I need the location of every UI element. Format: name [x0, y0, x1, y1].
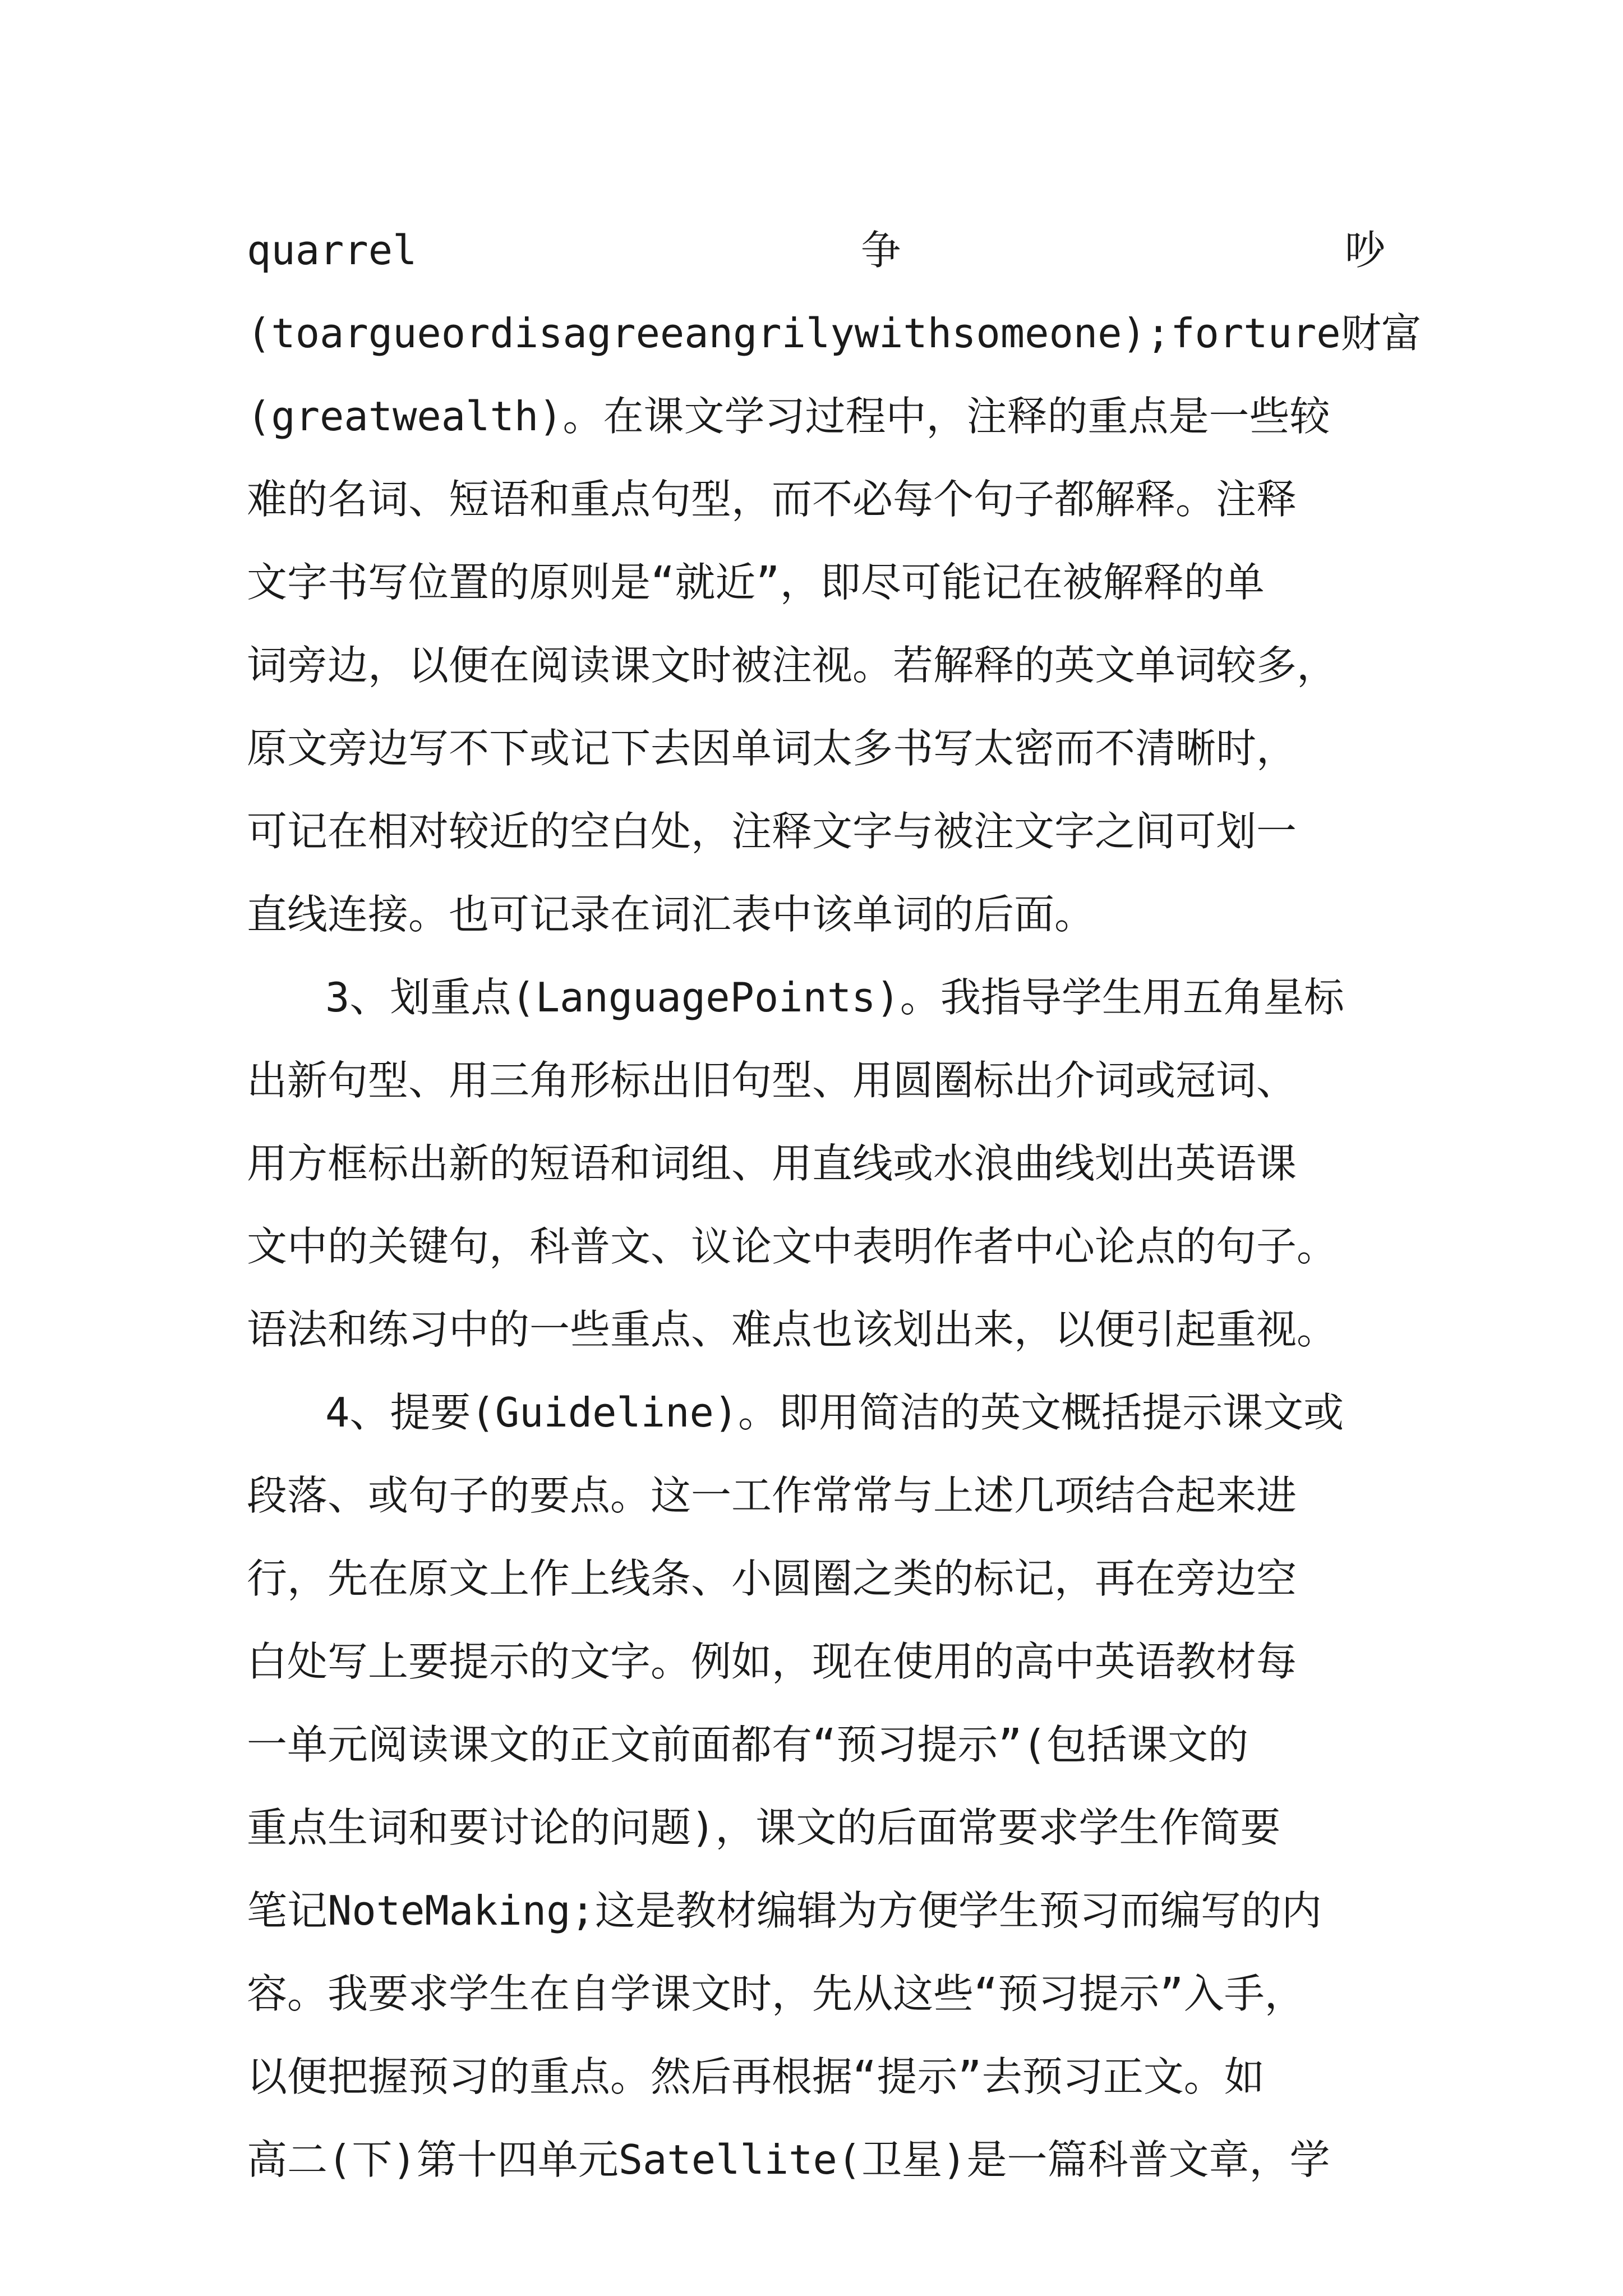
text-line [247, 1869, 1385, 1952]
text-segment: 文中的关键句，科普文、议论文中表明作者中心论点的句子。 [247, 1223, 1338, 1270]
text-segment: 词旁边，以便在阅读课文时被注视。若解释的英文单词较多， [247, 642, 1338, 689]
text-segment: 争 [860, 227, 901, 274]
text-segment: (toargueordisagreeangrilywithsomeone);forture [247, 310, 1341, 357]
text-line [247, 1205, 1385, 1288]
text-segment: 高二(下)第十四单元Satellite(卫星)是一篇科普文章，学 [247, 2136, 1330, 2183]
text-segment: 一单元阅读课文的正文前面都有“预习提示”(包括课文的 [247, 1721, 1249, 1768]
text-line [247, 292, 1422, 375]
text-line [247, 707, 1385, 790]
text-segment: 语法和练习中的一些重点、难点也该划出来，以便引起重视。 [247, 1306, 1338, 1353]
text-segment: 直线连接。也可记录在词汇表中该单词的后面。 [247, 891, 1095, 938]
body-text [247, 209, 1422, 2201]
text-line [247, 2035, 1385, 2118]
text-line [247, 1371, 1385, 1454]
text-segment: quarrel [247, 227, 417, 274]
text-segment: 白处写上要提示的文字。例如，现在使用的高中英语教材每 [247, 1638, 1297, 1685]
text-line [247, 209, 1385, 292]
text-segment: 文字书写位置的原则是“就近”，即尽可能记在被解释的单 [247, 559, 1265, 606]
text-line [247, 873, 1385, 956]
text-segment: 财富 [1340, 310, 1422, 357]
text-line [247, 1703, 1385, 1786]
text-segment: 行，先在原文上作上线条、小圆圈之类的标记，再在旁边空 [247, 1555, 1297, 1602]
text-line [247, 1122, 1385, 1205]
text-line [247, 1537, 1385, 1620]
text-segment: 笔记NoteMaking;这是教材编辑为方便学生预习而编写的内 [247, 1887, 1322, 1934]
text-segment: 出新句型、用三角形标出旧句型、用圆圈标出介词或冠词、 [247, 1057, 1297, 1104]
text-line [247, 1288, 1385, 1371]
text-line [247, 1786, 1385, 1869]
text-line [247, 956, 1385, 1039]
text-line [247, 541, 1385, 624]
text-line [247, 375, 1385, 458]
text-segment: 以便把握预习的重点。然后再根据“提示”去预习正文。如 [247, 2053, 1265, 2100]
text-segment: 可记在相对较近的空白处，注释文字与被注文字之间可划一 [247, 808, 1297, 855]
text-segment: 原文旁边写不下或记下去因单词太多书写太密而不清晰时， [247, 725, 1297, 772]
text-segment: 4、提要(Guideline)。即用简洁的英文概括提示课文或 [325, 1389, 1344, 1436]
text-line [247, 2118, 1385, 2201]
text-line [247, 624, 1385, 707]
text-line [247, 1039, 1385, 1122]
text-line [247, 458, 1385, 541]
text-line [247, 1620, 1385, 1703]
text-line [247, 1454, 1385, 1537]
text-segment: 3、划重点(LanguagePoints)。我指导学生用五角星标 [325, 974, 1344, 1021]
text-segment: 容。我要求学生在自学课文时，先从这些“预习提示”入手， [247, 1970, 1305, 2017]
text-line [247, 1952, 1385, 2035]
text-segment: 难的名词、短语和重点句型，而不必每个句子都解释。注释 [247, 476, 1297, 523]
text-line [247, 790, 1385, 873]
text-segment: 吵 [1344, 227, 1385, 274]
text-segment: 段落、或句子的要点。这一工作常常与上述几项结合起来进 [247, 1472, 1297, 1519]
text-segment: 用方框标出新的短语和词组、用直线或水浪曲线划出英语课 [247, 1140, 1297, 1187]
text-segment: (greatwealth)。在课文学习过程中，注释的重点是一些较 [247, 393, 1330, 440]
text-segment: 重点生词和要讨论的问题)，课文的后面常要求学生作简要 [247, 1804, 1281, 1851]
